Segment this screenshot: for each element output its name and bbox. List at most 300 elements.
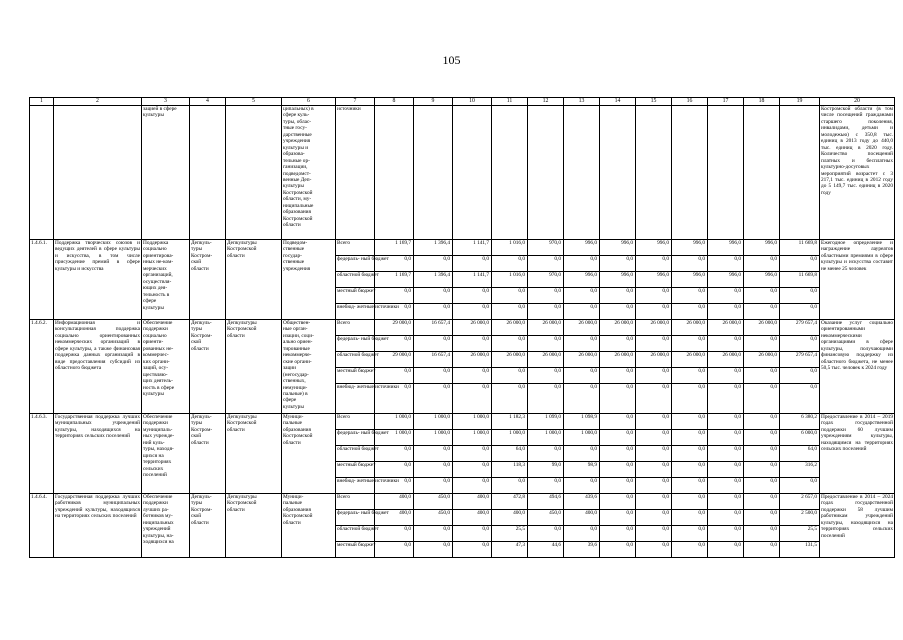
amount-cell: 0,0	[492, 256, 528, 272]
amount-cell: 0,0	[600, 462, 636, 478]
amount-cell: 996,0	[600, 240, 636, 256]
amount-cell: 26 000,0	[636, 320, 672, 336]
amount-cell: 0,0	[672, 288, 708, 304]
funding-source-cell: местный бюджет	[336, 368, 375, 384]
row-executor-cell: Депкуль- туры Костром- ской области	[190, 320, 226, 414]
amount-cell: 16 657,4	[414, 352, 453, 368]
cont-cell-13	[564, 106, 600, 240]
amount-cell: 400,0	[375, 494, 414, 510]
amount-cell: 0,0	[564, 256, 600, 272]
row-participants-cell: Муници- пальные образования Костромской области	[282, 494, 336, 558]
cont-cell-12	[528, 106, 564, 240]
amount-cell: 0,0	[780, 288, 820, 304]
amount-cell: 0,0	[528, 256, 564, 272]
amount-cell: 0,0	[600, 414, 636, 430]
funding-source-cell: областной бюджет	[336, 526, 375, 542]
amount-cell: 0,0	[528, 304, 564, 320]
amount-cell: 0,0	[636, 526, 672, 542]
amount-cell: 0,0	[453, 336, 492, 352]
amount-cell: 970,0	[528, 240, 564, 256]
amount-cell: 450,0	[528, 510, 564, 526]
row-id-cell: 1.4.6.1.	[30, 240, 54, 320]
amount-cell: 0,0	[636, 304, 672, 320]
amount-cell: 26 000,0	[636, 352, 672, 368]
amount-cell: 0,0	[708, 256, 744, 272]
amount-cell: 0,0	[492, 384, 528, 414]
table-row	[30, 414, 895, 430]
amount-cell: 1 169,7	[375, 240, 414, 256]
amount-cell: 0,0	[636, 446, 672, 462]
row-result-cell: Предоставление в 2014 – 2019 годах государственной поддержки 60 лучшим учреждениям культуры, находящимся на территориях сельских поселений	[820, 414, 895, 494]
funding-source-cell: федераль- ный бюджет	[336, 430, 375, 446]
amount-cell: 0,0	[672, 384, 708, 414]
amount-cell: 0,0	[672, 478, 708, 494]
amount-cell: 0,0	[600, 494, 636, 510]
column-number-cell: 13	[564, 98, 600, 106]
row-participants-cell: Муници- пальные образования Костромской области	[282, 414, 336, 494]
amount-cell: 0,0	[636, 510, 672, 526]
amount-cell: 0,0	[375, 446, 414, 462]
amount-cell: 1 000,0	[528, 430, 564, 446]
row-id-cell: 1.4.6.2.	[30, 320, 54, 414]
funding-source-cell: Всего	[336, 320, 375, 336]
amount-cell: 0,0	[636, 478, 672, 494]
amount-cell: 400,0	[564, 510, 600, 526]
column-number-cell: 17	[708, 98, 744, 106]
funding-source-cell: местный бюджет	[336, 542, 375, 558]
amount-cell: 0,0	[414, 462, 453, 478]
amount-cell: 118,3	[492, 462, 528, 478]
amount-cell: 0,0	[708, 304, 744, 320]
amount-cell: 0,0	[708, 336, 744, 352]
row-result-cell: Предоставление в 2014 – 2024 годах государственной поддержки 58 лучшим работникам учреждений культуры, находящихся на территориях сельских поселений	[820, 494, 895, 558]
amount-cell: 16 657,4	[414, 320, 453, 336]
amount-cell: 0,0	[414, 288, 453, 304]
amount-cell: 26 000,0	[708, 352, 744, 368]
amount-cell: 0,0	[528, 526, 564, 542]
amount-cell: 1 016,0	[492, 272, 528, 288]
cont-cell-11	[492, 106, 528, 240]
amount-cell: 0,0	[600, 368, 636, 384]
amount-cell: 0,0	[744, 510, 780, 526]
amount-cell: 2 500,0	[780, 510, 820, 526]
column-number-cell: 1	[30, 98, 54, 106]
amount-cell: 1 099,0	[528, 414, 564, 430]
amount-cell: 0,0	[744, 462, 780, 478]
amount-cell: 0,0	[414, 336, 453, 352]
amount-cell: 0,0	[672, 368, 708, 384]
column-number-cell: 11	[492, 98, 528, 106]
amount-cell: 996,0	[744, 272, 780, 288]
amount-cell: 279 657,4	[780, 352, 820, 368]
amount-cell: 0,0	[528, 336, 564, 352]
amount-cell: 26 000,0	[528, 320, 564, 336]
table-row	[30, 320, 895, 336]
row-content-cell: Обеспечение поддержки муниципаль- ных учрежде- ний куль- туры, находя- щихся на территориях сельских поселений	[142, 414, 190, 494]
column-number-cell: 4	[190, 98, 226, 106]
amount-cell: 64,0	[780, 446, 820, 462]
amount-cell: 1 141,7	[453, 240, 492, 256]
amount-cell: 44,6	[528, 542, 564, 558]
row-name-cell: Государственная поддержка лучших работников муниципальных учреждений культуры, находящихся на территориях сельских поселений	[54, 494, 142, 558]
amount-cell: 1 182,3	[492, 414, 528, 430]
amount-cell: 996,0	[636, 240, 672, 256]
amount-cell: 0,0	[600, 542, 636, 558]
funding-source-cell: местный бюджет	[336, 462, 375, 478]
amount-cell: 0,0	[564, 288, 600, 304]
amount-cell: 1 000,0	[492, 430, 528, 446]
amount-cell: 0,0	[744, 384, 780, 414]
amount-cell: 0,0	[564, 304, 600, 320]
amount-cell: 0,0	[528, 368, 564, 384]
amount-cell: 0,0	[636, 414, 672, 430]
amount-cell: 25,5	[780, 526, 820, 542]
row-participants-cell: Обществен- ные орган- изации, соци- ально ориен- тированные некоммерче- ские органи- зации (негосудар- ственных, немуници- пальные) в сфере культуры	[282, 320, 336, 414]
amount-cell: 1 000,0	[564, 430, 600, 446]
amount-cell: 0,0	[744, 542, 780, 558]
column-number-cell: 10	[453, 98, 492, 106]
amount-cell: 0,0	[708, 384, 744, 414]
amount-cell: 26 000,0	[492, 352, 528, 368]
amount-cell: 0,0	[780, 304, 820, 320]
cont-cell-2	[54, 106, 142, 240]
column-number-cell: 19	[780, 98, 820, 106]
row-coexecutor-cell: Депкультуры Костромской области	[226, 494, 282, 558]
amount-cell: 0,0	[636, 368, 672, 384]
amount-cell: 0,0	[600, 304, 636, 320]
row-result-cell: Оказание услуг социально ориентированными некоммерческими организациями в сфере культуры, получающими финансовую поддержку из областного бюджета, не менее 50,5 тыс. человек к 2024 году	[820, 320, 895, 414]
amount-cell: 26 000,0	[600, 320, 636, 336]
row-id-cell: 1.4.6.4.	[30, 494, 54, 558]
amount-cell: 0,0	[492, 304, 528, 320]
amount-cell: 400,0	[492, 510, 528, 526]
amount-cell: 996,0	[672, 272, 708, 288]
amount-cell: 0,0	[528, 446, 564, 462]
amount-cell: 0,0	[600, 288, 636, 304]
amount-cell: 26 000,0	[600, 352, 636, 368]
amount-cell: 0,0	[564, 526, 600, 542]
amount-cell: 0,0	[564, 368, 600, 384]
amount-cell: 996,0	[564, 272, 600, 288]
funding-source-cell: Всего	[336, 414, 375, 430]
funding-source-cell: областной бюджет	[336, 446, 375, 462]
amount-cell: 0,0	[528, 384, 564, 414]
amount-cell: 26 000,0	[453, 320, 492, 336]
amount-cell: 0,0	[672, 256, 708, 272]
cont-cell-10	[453, 106, 492, 240]
funding-source-cell: федераль- ный бюджет	[336, 256, 375, 272]
amount-cell: 0,0	[708, 526, 744, 542]
amount-cell: 26 000,0	[672, 352, 708, 368]
amount-cell: 0,0	[453, 304, 492, 320]
amount-cell: 0,0	[672, 304, 708, 320]
amount-cell: 0,0	[744, 368, 780, 384]
column-number-cell: 6	[282, 98, 336, 106]
row-coexecutor-cell: Депкультуры Костромской области	[226, 414, 282, 494]
amount-cell: 0,0	[780, 336, 820, 352]
amount-cell: 0,0	[375, 336, 414, 352]
amount-cell: 0,0	[780, 368, 820, 384]
amount-cell: 0,0	[600, 256, 636, 272]
amount-cell: 0,0	[672, 414, 708, 430]
amount-cell: 0,0	[600, 526, 636, 542]
row-name-cell: Государственная поддержка лучших муниципальных учреждений культуры, находящихся на территориях сельских поселений	[54, 414, 142, 494]
amount-cell: 29 000,0	[375, 352, 414, 368]
row-coexecutor-cell: Депкультуры Костромской области	[226, 320, 282, 414]
amount-cell: 996,0	[636, 272, 672, 288]
column-number-cell: 20	[820, 98, 895, 106]
amount-cell: 0,0	[672, 494, 708, 510]
amount-cell: 0,0	[708, 542, 744, 558]
amount-cell: 1 000,0	[375, 430, 414, 446]
row-coexecutor-cell: Депкультуры Костромской области	[226, 240, 282, 320]
column-number-cell: 8	[375, 98, 414, 106]
amount-cell: 0,0	[414, 446, 453, 462]
amount-cell: 29 000,0	[375, 320, 414, 336]
funding-source-cell: Всего	[336, 240, 375, 256]
cont-cell-14	[600, 106, 636, 240]
amount-cell: 996,0	[564, 240, 600, 256]
row-executor-cell: Депкуль- туры Костром- ской области	[190, 494, 226, 558]
row-executor-cell: Депкуль- туры Костром- ской области	[190, 240, 226, 320]
amount-cell: 26 000,0	[564, 320, 600, 336]
amount-cell: 0,0	[600, 384, 636, 414]
amount-cell: 0,0	[672, 336, 708, 352]
cont-cell-8	[375, 106, 414, 240]
amount-cell: 6 000,0	[780, 430, 820, 446]
amount-cell: 0,0	[744, 304, 780, 320]
amount-cell: 0,0	[453, 256, 492, 272]
cont-cell-16	[672, 106, 708, 240]
cont-cell-19	[780, 106, 820, 240]
row-executor-cell: Депкуль- туры Костром- ской области	[190, 414, 226, 494]
amount-cell: 0,0	[600, 430, 636, 446]
amount-cell: 26 000,0	[492, 320, 528, 336]
amount-cell: 1 000,0	[375, 414, 414, 430]
column-number-row	[30, 98, 895, 106]
column-number-cell: 16	[672, 98, 708, 106]
row-result-cell: Ежегодное определение и награждение лауреатов областными премиями в сфере культуры и искусства составит не менее 25 человек	[820, 240, 895, 320]
funding-source-cell: внебюд- жетные источники	[336, 478, 375, 494]
amount-cell: 0,0	[453, 462, 492, 478]
amount-cell: 0,0	[453, 542, 492, 558]
column-number-cell: 18	[744, 98, 780, 106]
amount-cell: 11 669,8	[780, 240, 820, 256]
amount-cell: 1 396,4	[414, 240, 453, 256]
amount-cell: 0,0	[375, 462, 414, 478]
amount-cell: 0,0	[375, 304, 414, 320]
row-participants-cell: Подведом- ственные государ- ственные учреждения	[282, 240, 336, 320]
amount-cell: 0,0	[708, 446, 744, 462]
funding-source-cell: Всего	[336, 494, 375, 510]
amount-cell: 0,0	[636, 462, 672, 478]
amount-cell: 1 000,0	[453, 414, 492, 430]
amount-cell: 64,0	[492, 446, 528, 462]
amount-cell: 0,0	[414, 478, 453, 494]
amount-cell: 98,9	[564, 462, 600, 478]
amount-cell: 26 000,0	[708, 320, 744, 336]
amount-cell: 0,0	[708, 430, 744, 446]
column-number-cell: 14	[600, 98, 636, 106]
cont-content-cell: зацией в сфере культуры	[142, 106, 190, 240]
amount-cell: 0,0	[375, 288, 414, 304]
amount-cell: 0,0	[636, 430, 672, 446]
funding-source-cell: внебюд- жетные источники	[336, 384, 375, 414]
cont-cell-5	[226, 106, 282, 240]
cont-source-cell: источники	[336, 106, 375, 240]
amount-cell: 0,0	[708, 288, 744, 304]
amount-cell: 26 000,0	[528, 352, 564, 368]
amount-cell: 26 000,0	[744, 352, 780, 368]
page-number: 105	[442, 53, 461, 67]
amount-cell: 26 000,0	[672, 320, 708, 336]
row-content-cell: Обеспечение поддержки социально ориенти- рованных не- коммерчес- ких органи- заций, осу- ществляю- щих деятель- ность в сфере культуры	[142, 320, 190, 414]
amount-cell: 0,0	[744, 288, 780, 304]
amount-cell: 0,0	[414, 384, 453, 414]
amount-cell: 26 000,0	[564, 352, 600, 368]
amount-cell: 2 657,0	[780, 494, 820, 510]
amount-cell: 0,0	[708, 478, 744, 494]
amount-cell: 1 169,7	[375, 272, 414, 288]
row-id-cell: 1.4.6.3.	[30, 414, 54, 494]
amount-cell: 0,0	[708, 368, 744, 384]
amount-cell: 0,0	[708, 510, 744, 526]
amount-cell: 0,0	[636, 384, 672, 414]
amount-cell: 0,0	[414, 542, 453, 558]
amount-cell: 0,0	[375, 368, 414, 384]
column-number-cell: 2	[54, 98, 142, 106]
amount-cell: 0,0	[672, 542, 708, 558]
amount-cell: 0,0	[492, 478, 528, 494]
funding-source-cell: областной бюджет	[336, 352, 375, 368]
amount-cell: 970,0	[528, 272, 564, 288]
amount-cell: 0,0	[375, 478, 414, 494]
cont-cell-17	[708, 106, 744, 240]
amount-cell: 0,0	[564, 478, 600, 494]
column-number-cell: 3	[142, 98, 190, 106]
amount-cell: 472,8	[492, 494, 528, 510]
amount-cell: 0,0	[453, 526, 492, 542]
amount-cell: 0,0	[453, 446, 492, 462]
cont-cell-4	[190, 106, 226, 240]
amount-cell: 11 669,8	[780, 272, 820, 288]
amount-cell: 0,0	[564, 336, 600, 352]
cont-cell-1	[30, 106, 54, 240]
amount-cell: 0,0	[414, 256, 453, 272]
amount-cell: 39,6	[564, 542, 600, 558]
row-name-cell: Поддержка творческих союзов и ведущих деятелей в сфере культуры и искусства, в том числе присуждение премий в сфере культуры и искусства	[54, 240, 142, 320]
program-table	[29, 97, 895, 558]
amount-cell: 494,6	[528, 494, 564, 510]
amount-cell: 0,0	[414, 368, 453, 384]
amount-cell: 0,0	[744, 494, 780, 510]
amount-cell: 0,0	[528, 478, 564, 494]
cont-result-cell: Костромской области (в том числе посещений гражданами старшего поколения, инвалидами, детьми и молодежью) с 350,8 тыс. единиц в 2013 году до 440,0 тыс. единиц в 2020 году. Количество посещений платных и бесплатных культурно-досуговых мероприятий возрастет с 3 217,1 тыс. единиц в 2012 году до 5 149,7 тыс. единиц в 2020 году	[820, 106, 895, 240]
amount-cell: 1 396,4	[414, 272, 453, 288]
amount-cell: 0,0	[492, 368, 528, 384]
amount-cell: 0,0	[636, 336, 672, 352]
amount-cell: 47,3	[492, 542, 528, 558]
amount-cell: 996,0	[708, 240, 744, 256]
amount-cell: 400,0	[453, 494, 492, 510]
amount-cell: 1 000,0	[453, 430, 492, 446]
amount-cell: 0,0	[636, 256, 672, 272]
amount-cell: 450,0	[414, 510, 453, 526]
amount-cell: 0,0	[375, 542, 414, 558]
amount-cell: 0,0	[672, 526, 708, 542]
amount-cell: 0,0	[672, 446, 708, 462]
column-number-cell: 15	[636, 98, 672, 106]
amount-cell: 439,6	[564, 494, 600, 510]
amount-cell: 0,0	[708, 462, 744, 478]
amount-cell: 0,0	[414, 304, 453, 320]
amount-cell: 316,2	[780, 462, 820, 478]
column-number-cell: 12	[528, 98, 564, 106]
amount-cell: 0,0	[672, 510, 708, 526]
amount-cell: 996,0	[600, 272, 636, 288]
amount-cell: 99,0	[528, 462, 564, 478]
amount-cell: 0,0	[453, 478, 492, 494]
amount-cell: 0,0	[564, 384, 600, 414]
amount-cell: 0,0	[672, 430, 708, 446]
amount-cell: 1 000,0	[414, 414, 453, 430]
column-number-cell: 7	[336, 98, 375, 106]
amount-cell: 0,0	[453, 384, 492, 414]
column-number-cell: 5	[226, 98, 282, 106]
cont-cell-15	[636, 106, 672, 240]
cont-cell-18	[744, 106, 780, 240]
row-content-cell: Поддержка социально ориентирова- нных не-ком- мерческих организаций, осуществля- ющих дея- тельность в сфере культуры	[142, 240, 190, 320]
row-content-cell: Обеспечение поддержки лучших ра- ботников му- ниципальных учреждений культуры, на- ходящихся на	[142, 494, 190, 558]
amount-cell: 26 000,0	[453, 352, 492, 368]
amount-cell: 0,0	[600, 478, 636, 494]
amount-cell: 25,5	[492, 526, 528, 542]
continuation-row	[30, 106, 895, 240]
amount-cell: 6 380,2	[780, 414, 820, 430]
funding-source-cell: областной бюджет	[336, 272, 375, 288]
amount-cell: 279 657,4	[780, 320, 820, 336]
amount-cell: 996,0	[708, 272, 744, 288]
amount-cell: 400,0	[375, 510, 414, 526]
amount-cell: 0,0	[492, 288, 528, 304]
amount-cell: 996,0	[744, 240, 780, 256]
amount-cell: 26 000,0	[744, 320, 780, 336]
table-row	[30, 494, 895, 510]
amount-cell: 1 141,7	[453, 272, 492, 288]
amount-cell: 0,0	[564, 446, 600, 462]
amount-cell: 0,0	[744, 414, 780, 430]
amount-cell: 0,0	[672, 462, 708, 478]
column-number-cell: 9	[414, 98, 453, 106]
amount-cell: 0,0	[780, 256, 820, 272]
amount-cell: 0,0	[780, 384, 820, 414]
amount-cell: 0,0	[744, 478, 780, 494]
amount-cell: 0,0	[636, 494, 672, 510]
amount-cell: 0,0	[528, 288, 564, 304]
amount-cell: 0,0	[744, 336, 780, 352]
cont-cell-9	[414, 106, 453, 240]
funding-source-cell: федераль- ный бюджет	[336, 336, 375, 352]
amount-cell: 0,0	[744, 446, 780, 462]
cont-participants-cell: ципальных) в сфере куль- туры, облас- тные госу- дарственные учреждения культуры и образова- тельные ор- ганизации, подведомст- венные Деп- культуры Костромской области, му- ниципальные образования Костромской области	[282, 106, 336, 240]
amount-cell: 0,0	[492, 336, 528, 352]
amount-cell: 1 016,0	[492, 240, 528, 256]
funding-source-cell: местный бюджет	[336, 288, 375, 304]
funding-source-cell: федераль- ный бюджет	[336, 510, 375, 526]
amount-cell: 450,0	[414, 494, 453, 510]
table-row	[30, 240, 895, 256]
amount-cell: 1 000,0	[414, 430, 453, 446]
